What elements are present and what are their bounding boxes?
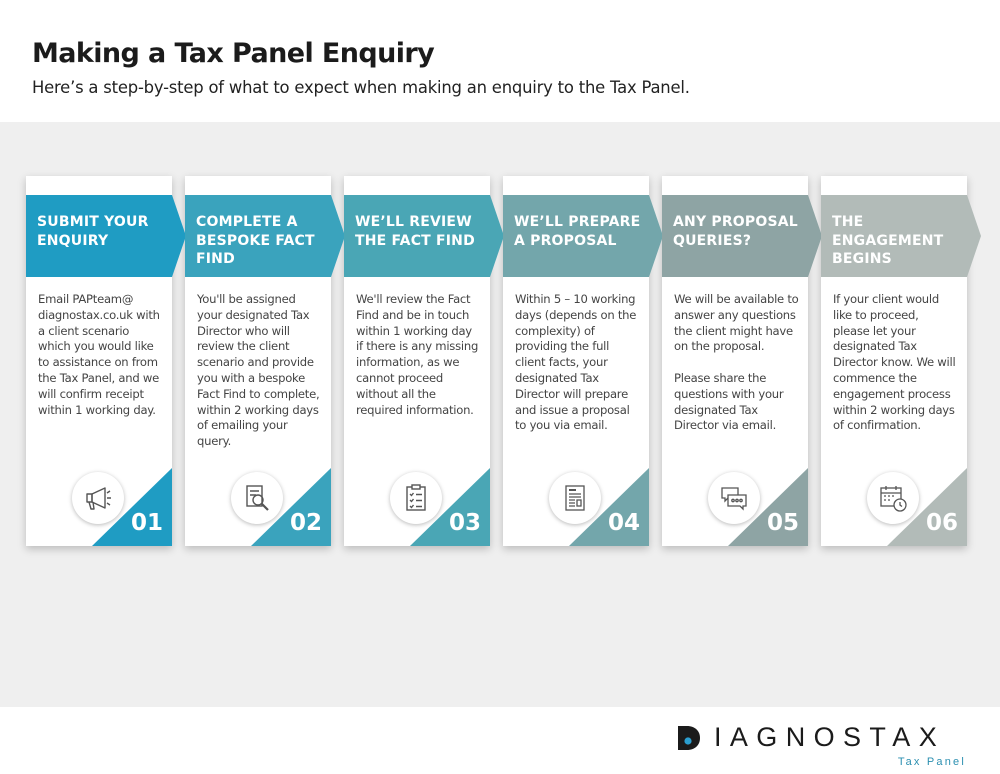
logo-d-mark-icon — [676, 724, 702, 752]
steps-panel — [0, 122, 1000, 768]
step-banner — [26, 195, 186, 277]
step-corner — [728, 468, 808, 546]
step-number: 01 — [130, 510, 163, 536]
step-title: COMPLETE A BESPOKE FACT FIND — [196, 214, 315, 267]
diagnostax-logo — [676, 724, 966, 774]
step-description: You'll be assigned your designated Tax Director who will review the client scenario and provide you with a bespoke Fact Find to complete, within 2 working days of emailing your query. — [197, 292, 320, 449]
step-title: SUBMIT YOUR ENQUIRY — [37, 214, 149, 249]
step-description: We will be available to answer any questions the client might have on the proposal. Please share the questions with your designated Tax Director via email. — [674, 292, 799, 433]
step-title: ANY PROPOSAL QUERIES? — [673, 214, 798, 249]
step-banner — [185, 195, 345, 277]
page-title: Making a Tax Panel Enquiry — [32, 38, 435, 69]
step-description: If your client would like to proceed, please let your designated Tax Director know. We will commence the engagement process within 2 working days of confirmation. — [833, 292, 956, 433]
step-number: 03 — [448, 510, 481, 536]
page-subtitle: Here’s a step-by-step of what to expect when making an enquiry to the Tax Panel. — [32, 78, 690, 97]
step-title: THE ENGAGEMENT BEGINS — [832, 214, 944, 267]
step-corner — [410, 468, 490, 546]
step-card-3 — [344, 176, 490, 546]
step-card-5 — [662, 176, 808, 546]
step-corner — [92, 468, 172, 546]
step-card-1 — [26, 176, 172, 546]
step-corner — [251, 468, 331, 546]
step-corner — [569, 468, 649, 546]
step-description: Email PAPteam@ diagnostax.co.uk with a client scenario which you would like to assistance on from the Tax Panel, and we will confirm receipt within 1 working day. — [38, 292, 160, 417]
step-card-6 — [821, 176, 967, 546]
logo-tagline: Tax Panel — [897, 756, 966, 768]
step-corner — [887, 468, 967, 546]
step-banner — [821, 195, 981, 277]
step-description: We'll review the Fact Find and be in touch within 1 working day if there is any missing information, as we cannot proceed without all the required information. — [356, 292, 479, 417]
step-number: 05 — [766, 510, 799, 536]
logo-wordmark: IAGNOSTAX — [714, 722, 946, 752]
step-title: WE’LL PREPARE A PROPOSAL — [514, 214, 641, 249]
header — [32, 36, 690, 97]
step-card-2 — [185, 176, 331, 546]
step-card-4 — [503, 176, 649, 546]
step-banner — [503, 195, 663, 277]
step-title: WE’LL REVIEW THE FACT FIND — [355, 214, 475, 249]
step-banner — [662, 195, 822, 277]
step-number: 04 — [607, 510, 640, 536]
step-number: 06 — [925, 510, 958, 536]
step-banner — [344, 195, 504, 277]
step-number: 02 — [289, 510, 322, 536]
step-description: Within 5 – 10 working days (depends on the complexity) of providing the full client facts, your designated Tax Director will prepare and issue a proposal to you via email. — [515, 292, 637, 433]
